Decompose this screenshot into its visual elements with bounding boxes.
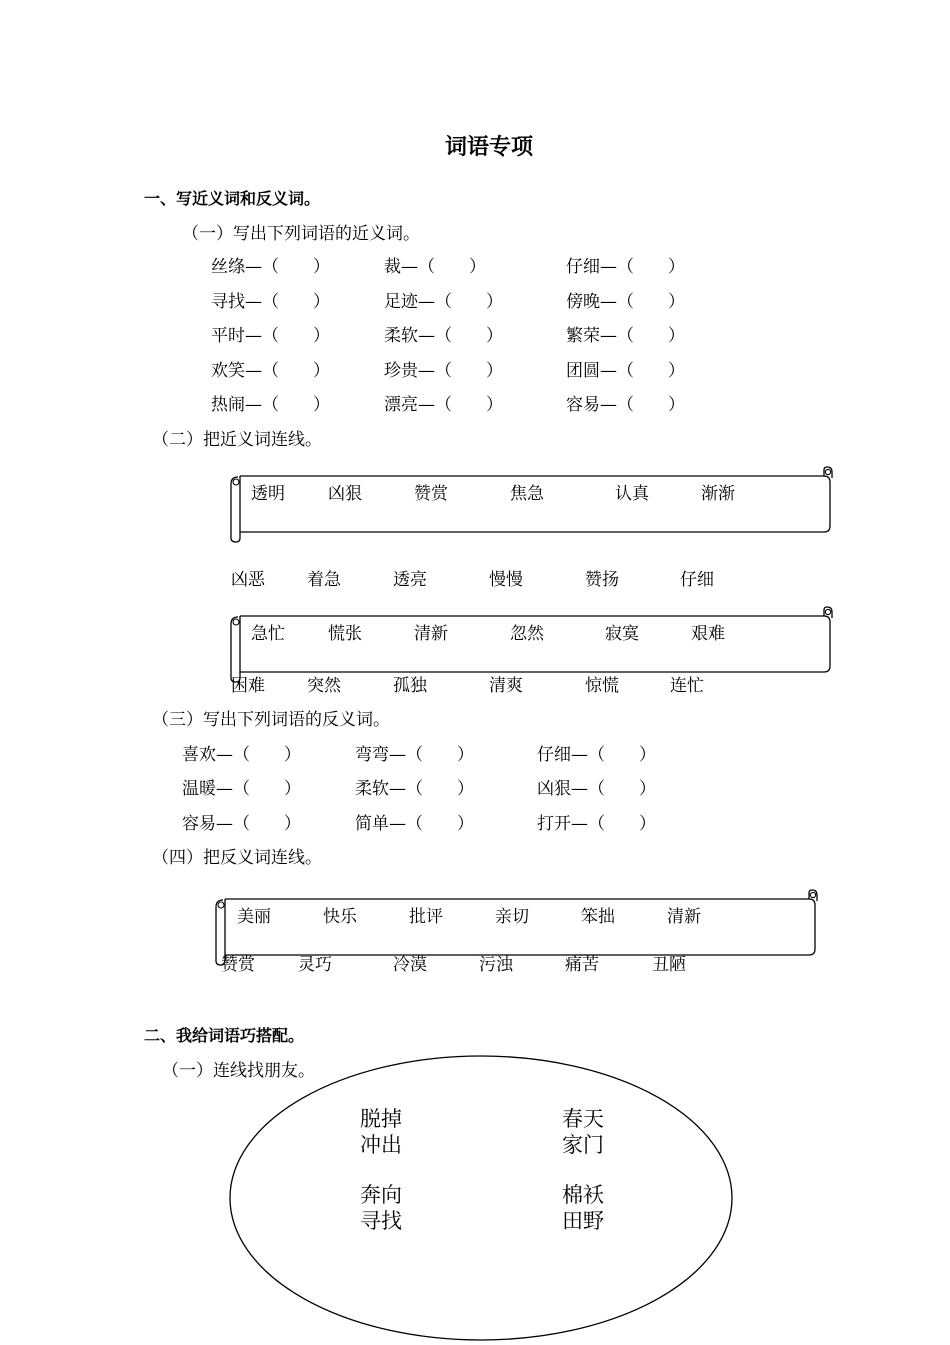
- exercise-item: 平时—（ ）: [211, 326, 330, 346]
- scroll-word: 焦急: [510, 484, 544, 504]
- match-word: 透亮: [393, 570, 427, 590]
- part-label-synonyms-write: （一）写出下列词语的近义词。: [182, 224, 420, 244]
- exercise-item: 弯弯—（ ）: [355, 745, 474, 765]
- match-word: 突然: [307, 676, 341, 696]
- pair-left-word: 奔向: [360, 1183, 402, 1207]
- scroll-word: 批评: [409, 907, 443, 927]
- match-word: 灵巧: [298, 955, 332, 975]
- pair-right-word: 春天: [562, 1107, 604, 1131]
- exercise-item: 裁—（ ）: [384, 257, 486, 277]
- exercise-item: 傍晚—（ ）: [566, 292, 685, 312]
- section-heading-1: 一、写近义词和反义词。: [144, 189, 321, 208]
- page-title: 词语专项: [445, 135, 534, 160]
- scroll-banner: [228, 464, 838, 544]
- pair-right-word: 家门: [562, 1133, 604, 1157]
- exercise-item: 丝绦—（ ）: [211, 257, 330, 277]
- scroll-word: 笨拙: [581, 907, 615, 927]
- exercise-item: 漂亮—（ ）: [384, 395, 503, 415]
- scroll-word: 清新: [414, 624, 448, 644]
- scroll-word: 忽然: [510, 624, 544, 644]
- match-word: 孤独: [393, 676, 427, 696]
- match-word: 惊慌: [585, 676, 619, 696]
- exercise-item: 足迹—（ ）: [384, 292, 503, 312]
- exercise-item: 寻找—（ ）: [211, 292, 330, 312]
- exercise-item: 热闹—（ ）: [211, 395, 330, 415]
- part-label-antonyms-match: （四）把反义词连线。: [152, 848, 322, 868]
- part-label-word-pairing: （一）连线找朋友。: [162, 1061, 315, 1081]
- scroll-word: 急忙: [251, 624, 285, 644]
- exercise-item: 仔细—（ ）: [537, 745, 656, 765]
- match-word: 困难: [231, 676, 265, 696]
- scroll-word: 亲切: [495, 907, 529, 927]
- exercise-item: 珍贵—（ ）: [384, 361, 503, 381]
- scroll-word: 清新: [667, 907, 701, 927]
- scroll-word: 美丽: [237, 907, 271, 927]
- scroll-word: 透明: [251, 484, 285, 504]
- match-word: 清爽: [489, 676, 523, 696]
- exercise-item: 凶狠—（ ）: [537, 779, 656, 799]
- match-word: 凶恶: [231, 570, 265, 590]
- match-word: 污浊: [479, 955, 513, 975]
- exercise-item: 容易—（ ）: [566, 395, 685, 415]
- exercise-item: 打开—（ ）: [537, 814, 656, 834]
- part-label-antonyms-write: （三）写出下列词语的反义词。: [152, 710, 390, 730]
- scroll-banner: [228, 604, 838, 684]
- exercise-item: 柔软—（ ）: [384, 326, 503, 346]
- match-word: 赞扬: [585, 570, 619, 590]
- pair-left-word: 脱掉: [360, 1107, 402, 1131]
- pair-left-word: 冲出: [360, 1133, 402, 1157]
- pair-right-word: 田野: [562, 1209, 604, 1233]
- pair-left-word: 寻找: [360, 1209, 402, 1233]
- scroll-word: 艰难: [691, 624, 725, 644]
- exercise-item: 喜欢—（ ）: [182, 745, 301, 765]
- exercise-item: 团圆—（ ）: [566, 361, 685, 381]
- scroll-word: 慌张: [328, 624, 362, 644]
- scroll-word: 赞赏: [414, 484, 448, 504]
- match-word: 赞赏: [221, 955, 255, 975]
- pairing-ellipse: [228, 1055, 736, 1345]
- match-word: 冷漠: [393, 955, 427, 975]
- part-label-synonyms-match: （二）把近义词连线。: [152, 430, 322, 450]
- match-word: 仔细: [680, 570, 714, 590]
- match-word: 痛苦: [565, 955, 599, 975]
- exercise-item: 温暖—（ ）: [182, 779, 301, 799]
- match-word: 丑陋: [652, 955, 686, 975]
- exercise-item: 繁荣—（ ）: [566, 326, 685, 346]
- exercise-item: 仔细—（ ）: [566, 257, 685, 277]
- exercise-item: 欢笑—（ ）: [211, 361, 330, 381]
- exercise-item: 容易—（ ）: [182, 814, 301, 834]
- pair-right-word: 棉袄: [562, 1183, 604, 1207]
- section-heading-2: 二、我给词语巧搭配。: [144, 1026, 305, 1045]
- match-word: 慢慢: [489, 570, 523, 590]
- exercise-item: 柔软—（ ）: [355, 779, 474, 799]
- scroll-word: 寂寞: [605, 624, 639, 644]
- match-word: 着急: [307, 570, 341, 590]
- scroll-word: 凶狠: [328, 484, 362, 504]
- exercise-item: 简单—（ ）: [355, 814, 474, 834]
- scroll-word: 渐渐: [701, 484, 735, 504]
- match-word: 连忙: [670, 676, 704, 696]
- scroll-word: 快乐: [323, 907, 357, 927]
- scroll-word: 认真: [615, 484, 649, 504]
